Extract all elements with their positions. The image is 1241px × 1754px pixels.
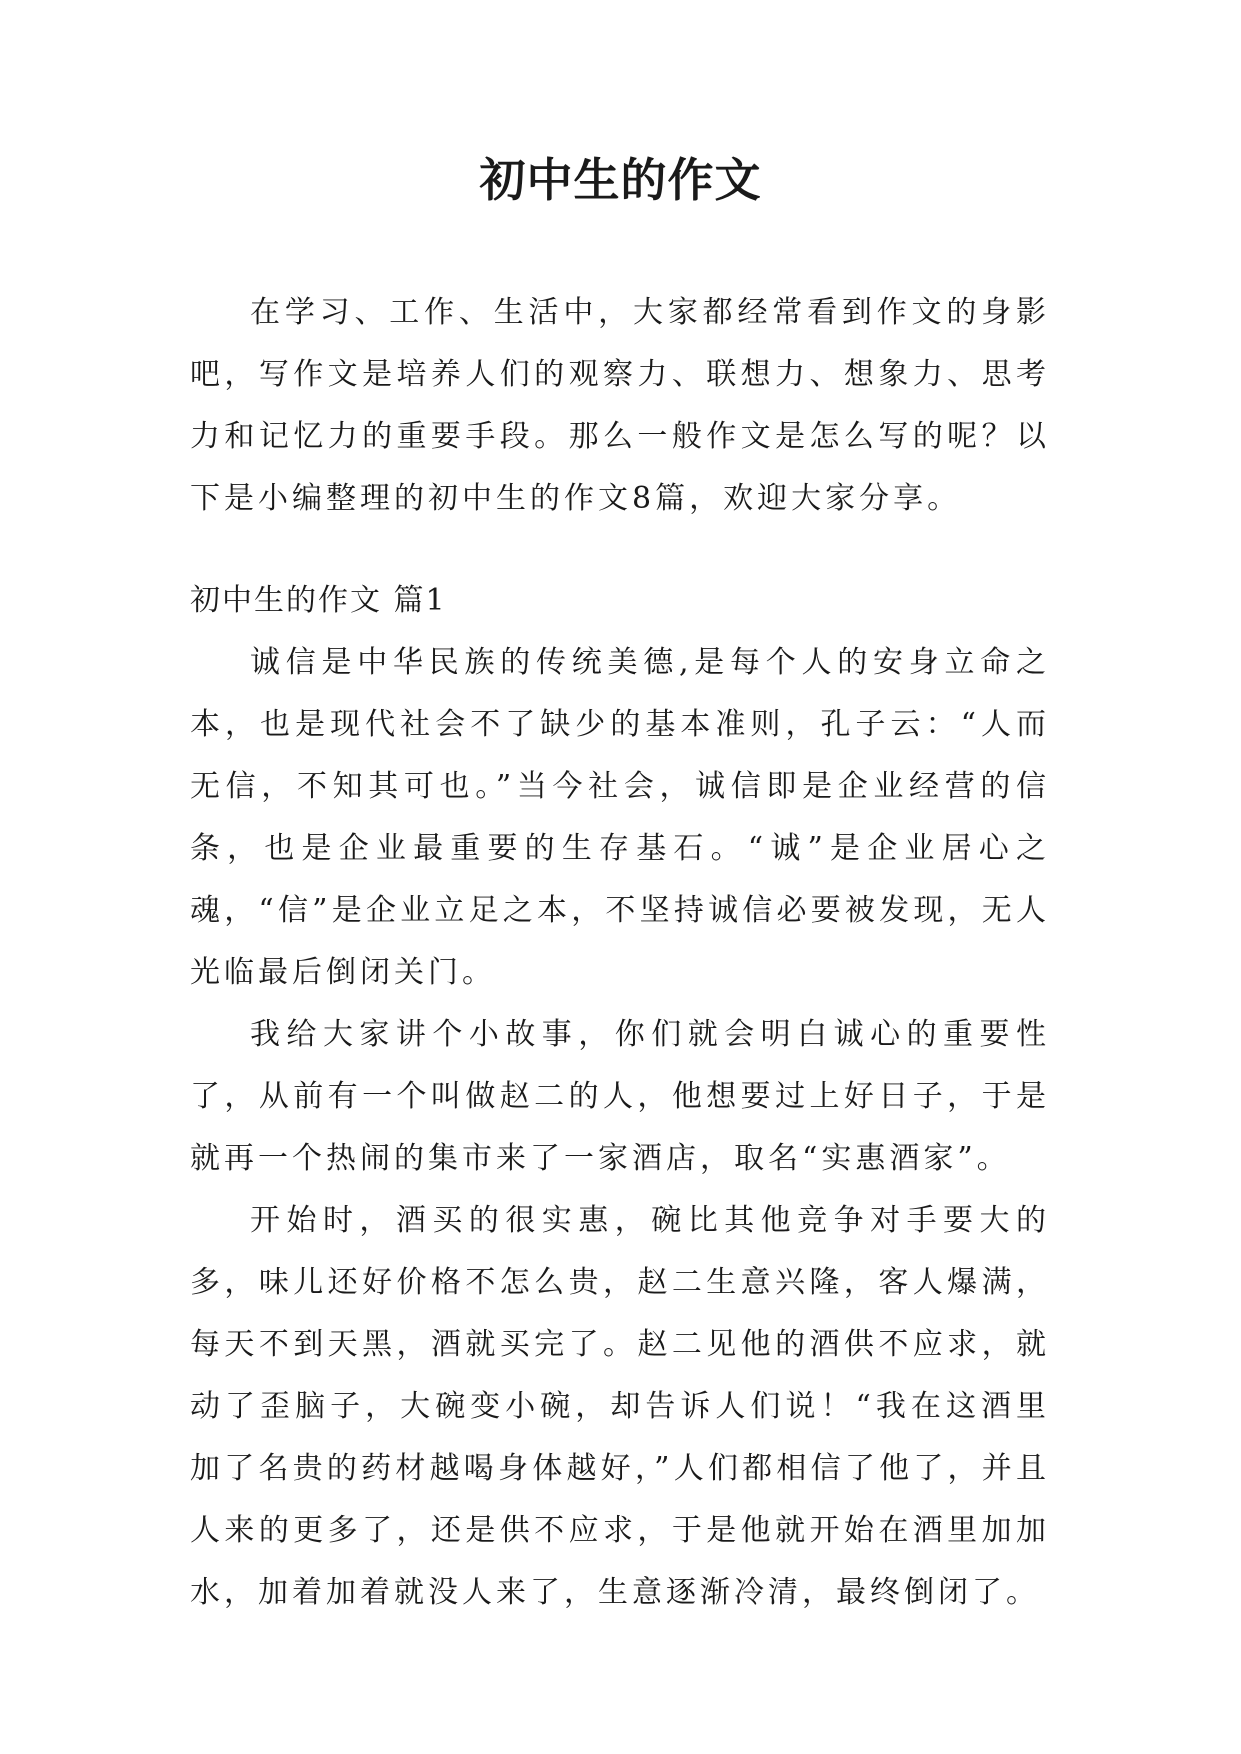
- essay-section: [190, 570, 1050, 1624]
- essay-paragraph-3: 开始时，酒买的很实惠，碗比其他竞争对手要大的多，味儿还好价格不怎么贵，赵二生意兴隆，客人爆满，每天不到天黑，酒就买完了。赵二见他的酒供不应求，就动了歪脑子，大碗变小碗，却告诉人们说！“我在这酒里加了名贵的药材越喝身体越好，”人们都相信了他了，并且人来的更多了，还是供不应求，于是他就开始在酒里加加水，加着加着就没人来了，生意逐渐冷清，最终倒闭了。: [190, 1203, 1050, 1610]
- document-title: 初中生的作文: [479, 153, 762, 207]
- essay-paragraph-1: 诚信是中华民族的传统美德,是每个人的安身立命之本，也是现代社会不了缺少的基本准则，孔子云：“人而无信，不知其可也。”当今社会，诚信即是企业经营的信条，也是企业最重要的生存基石。“诚”是企业居心之魂，“信”是企业立足之本，不坚持诚信必要被发现，无人光临最后倒闭关门。: [190, 645, 1050, 990]
- intro-section: [190, 282, 1050, 530]
- section-heading: 初中生的作文 篇1: [190, 583, 447, 618]
- intro-paragraph: 在学习、工作、生活中，大家都经常看到作文的身影吧，写作文是培养人们的观察力、联想力、想象力、思考力和记忆力的重要手段。那么一般作文是怎么写的呢？以下是小编整理的初中生的作文8篇，欢迎大家分享。: [190, 295, 1050, 516]
- essay-paragraph-2: 我给大家讲个小故事，你们就会明白诚心的重要性了，从前有一个叫做赵二的人，他想要过上好日子，于是就再一个热闹的集市来了一家酒店，取名“实惠酒家”。: [190, 1017, 1050, 1176]
